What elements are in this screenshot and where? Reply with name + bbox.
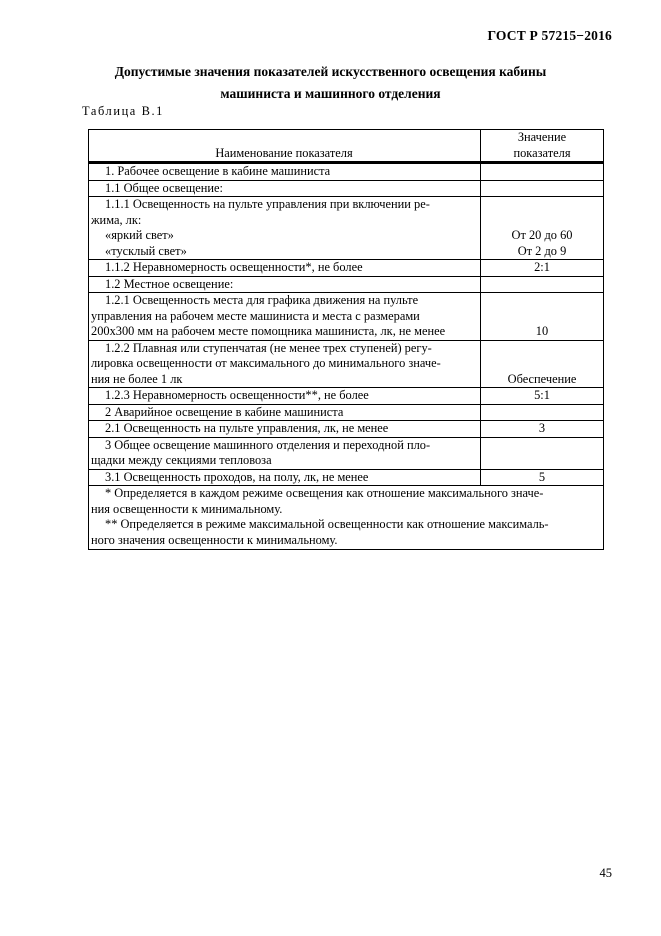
table-row [89, 181, 603, 198]
header-value-label-line1: Значение [517, 130, 567, 144]
indicator-value-cell [481, 277, 603, 293]
indicator-name: 1.2.3 Неравномерность освещенности**, не более [105, 388, 369, 402]
indicator-value-cell [481, 197, 603, 259]
indicator-name-cell [89, 293, 481, 340]
indicator-name-cell [89, 470, 481, 486]
footnote-line: ного значения освещенности к минимальному. [91, 532, 338, 547]
indicator-value-cell [481, 260, 603, 276]
table-label: Таблица В.1 [82, 104, 164, 118]
indicator-name-cell [89, 197, 481, 259]
document-title [0, 61, 661, 105]
indicator-value-cell [481, 388, 603, 404]
table-row [89, 164, 603, 181]
indicator-value-cell [481, 341, 603, 388]
table-row [89, 388, 603, 405]
indicator-name: жима, лк: [91, 212, 142, 227]
table-row [89, 421, 603, 438]
table-row [89, 293, 603, 341]
indicator-name: 3.1 Освещенность проходов, на полу, лк, не менее [105, 469, 369, 484]
indicator-name: щадки между секциями тепловоза [91, 453, 272, 467]
indicator-name-cell [89, 438, 481, 469]
indicator-name: ния не более 1 лк [91, 371, 183, 386]
table-row [89, 341, 603, 389]
indicator-name: лировка освещенности от максимального до минимального значе- [91, 356, 441, 370]
indicator-value: 10 [535, 324, 549, 338]
lighting-values-table [88, 129, 604, 550]
table-row [89, 260, 603, 277]
indicator-value: 3 [538, 421, 546, 435]
indicator-value: 5 [538, 469, 546, 484]
indicator-name-cell [89, 405, 481, 421]
indicator-value-cell [481, 438, 603, 469]
indicator-name-cell [89, 388, 481, 404]
footnote-line: ** Определяется в режиме максимальной освещенности как отношение максималь- [105, 517, 549, 531]
indicator-name-cell [89, 277, 481, 293]
indicator-name: 1.1.2 Неравномерность освещенности*, не более [105, 260, 363, 274]
table-row [89, 438, 603, 470]
indicator-value-cell [481, 470, 603, 486]
indicator-name-cell [89, 181, 481, 197]
footnote-line: ния освещенности к минимальному. [91, 501, 283, 516]
indicator-value: От 2 до 9 [517, 243, 567, 258]
indicator-value-cell [481, 421, 603, 437]
indicator-name: 1.2.1 Освещенность места для графика движения на пульте [105, 293, 419, 307]
indicator-name-cell [89, 164, 481, 180]
indicator-value: От 20 до 60 [511, 228, 573, 242]
indicator-value: 2:1 [534, 260, 550, 274]
indicator-value-cell [481, 293, 603, 340]
indicator-value: Обеспечение [507, 371, 577, 386]
indicator-name-cell [89, 341, 481, 388]
indicator-name: «тусклый свет» [105, 243, 187, 258]
footnote-line: * Определяется в каждом режиме освещения как отношение максимального значе- [105, 486, 544, 500]
header-name-cell [89, 130, 481, 161]
indicator-name: «яркий свет» [105, 228, 174, 242]
indicator-name: 1.2 Местное освещение: [105, 276, 234, 291]
table-row [89, 197, 603, 260]
indicator-name-cell [89, 421, 481, 437]
indicator-name-cell [89, 260, 481, 276]
header-name-label: Наименование показателя [215, 145, 353, 160]
table-row [89, 470, 603, 487]
indicator-name: 2 Аварийное освещение в кабине машиниста [105, 404, 344, 419]
indicator-name: управления на рабочем месте машиниста и места с размерами [91, 308, 420, 323]
table-row [89, 277, 603, 294]
doc-code: ГОСТ Р 57215−2016 [487, 28, 612, 43]
document-title-line2: машиниста и машинного отделения [220, 86, 441, 101]
indicator-name: 1.2.2 Плавная или ступенчатая (не менее трех ступеней) регу- [105, 340, 432, 355]
header-value-cell [481, 130, 603, 161]
indicator-value-cell [481, 164, 603, 180]
page-number: 45 [599, 866, 612, 880]
indicator-value-cell [481, 405, 603, 421]
indicator-name: 1. Рабочее освещение в кабине машиниста [105, 164, 331, 178]
document-title-line1: Допустимые значения показателей искусственного освещения кабины [114, 64, 547, 79]
indicator-value-cell [481, 181, 603, 197]
indicator-name: 200х300 мм на рабочем месте помощника машиниста, лк, не менее [91, 324, 446, 338]
table-footnotes [89, 486, 603, 549]
table-row [89, 405, 603, 422]
indicator-name: 3 Общее освещение машинного отделения и переходной пло- [105, 437, 431, 452]
indicator-name: 1.1.1 Освещенность на пульте управления при включении ре- [105, 197, 430, 211]
table-header-row [89, 130, 603, 164]
indicator-name: 1.1 Общее освещение: [105, 180, 224, 195]
indicator-value: 5:1 [534, 388, 550, 402]
header-value-label-line2: показателя [513, 145, 571, 160]
indicator-name: 2.1 Освещенность на пульте управления, лк, не менее [105, 421, 389, 435]
